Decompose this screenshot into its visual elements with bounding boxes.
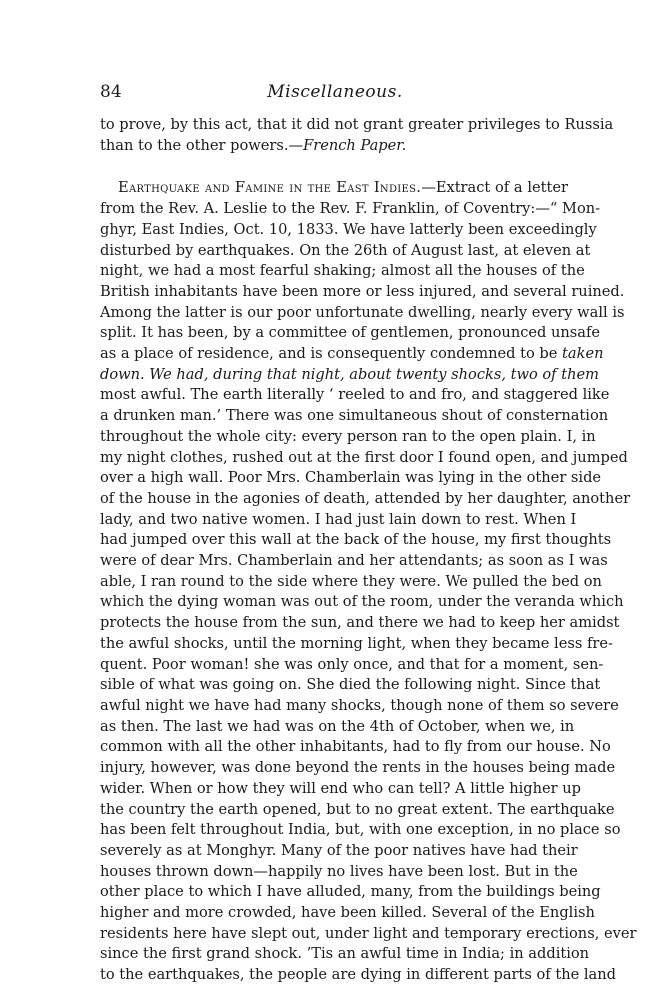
text-line: higher and more crowded, have been killed. Several of the English	[100, 904, 595, 922]
page-number: 84	[100, 82, 122, 102]
text-line: a drunken man.’ There was one simultaneous shout of consternation	[100, 407, 609, 425]
text-line: most awful. The earth literally ‘ reeled to and fro, and staggered like	[100, 386, 610, 404]
text-line: wider. When or how they will end who can tell? A little higher up	[100, 779, 582, 797]
text-line: the country the earth opened, but to no great extent. The earthquake	[100, 800, 615, 818]
text-line: Among the latter is our poor unfortunate dwelling, nearly every wall is	[100, 303, 625, 321]
text-line: able, I ran round to the side where they were. We pulled the bed on	[100, 572, 602, 590]
running-head: Miscellaneous.	[267, 82, 403, 102]
text-run: than to the other powers.—	[100, 136, 304, 154]
text-line: as then. The last we had was on the 4th of October, when we, in	[100, 717, 575, 735]
text-line: since the first grand shock. ’Tis an awful time in India; in addition	[100, 945, 590, 963]
text-line: to prove, by this act, that it did not grant greater privileges to Russia	[100, 116, 614, 133]
text-line: has been felt throughout India, but, with one exception, in no place so	[100, 821, 621, 839]
text-line: houses thrown down—happily no lives have been lost. But in the	[100, 862, 578, 880]
text-line: disturbed by earthquakes. On the 26th of August last, at eleven at	[100, 241, 591, 259]
text-line: over a high wall. Poor Mrs. Chamberlain was lying in the other side	[100, 469, 602, 487]
text-line	[100, 178, 568, 199]
text-line: quent. Poor woman! she was only once, and that for a moment, sen-	[100, 655, 604, 673]
text-line: throughout the whole city: every person ran to the open plain. I, in	[100, 427, 596, 445]
text-line: split. It has been, by a committee of gentlemen, pronounced unsafe	[100, 324, 601, 342]
text-line: my night clothes, rushed out at the first door I found open, and jumped	[100, 448, 628, 466]
text-line: severely as at Monghyr. Many of the poor natives have had their	[100, 841, 578, 859]
text-line: lady, and two native women. I had just lain down to rest. When I	[100, 510, 577, 528]
text-run: —Extract of a letter	[421, 179, 568, 197]
italic-run: down.	[100, 365, 150, 383]
section-heading: Earthquake and Famine in the East Indies.	[118, 179, 422, 197]
italic-run: We had, during that night, about twenty shocks, two of them	[149, 365, 599, 383]
text-line: were of dear Mrs. Chamberlain and her attendants; as soon as I was	[100, 552, 608, 570]
italic-run: taken	[562, 345, 604, 363]
paragraph-earthquake-famine	[100, 178, 637, 985]
text-line	[100, 365, 599, 386]
text-line: which the dying woman was out of the room, under the veranda which	[100, 593, 624, 611]
page-body	[100, 115, 637, 986]
paragraph-gap	[100, 156, 568, 178]
paragraph-french-paper	[100, 115, 614, 156]
text-line: other place to which I have alluded, many, from the buildings being	[100, 883, 601, 901]
source-citation: French Paper.	[303, 136, 407, 154]
text-line: of the house in the agonies of death, attended by her daughter, another	[100, 489, 631, 507]
text-run: as a place of residence, and is consequently condemned to be	[100, 345, 563, 363]
text-line: protects the house from the sun, and there we had to keep her amidst	[100, 614, 620, 632]
text-line	[100, 344, 604, 365]
text-line: ghyr, East Indies, Oct. 10, 1833. We have latterly been exceedingly	[100, 220, 597, 238]
text-line: to the earthquakes, the people are dying in different parts of the land	[100, 966, 616, 984]
page-header	[100, 82, 570, 104]
text-line: awful night we have had many shocks, though none of them so severe	[100, 696, 619, 714]
text-line: common with all the other inhabitants, had to fly from our house. No	[100, 738, 611, 756]
text-line: had jumped over this wall at the back of the house, my first thoughts	[100, 531, 612, 549]
text-line: from the Rev. A. Leslie to the Rev. F. Franklin, of Coventry:—“ Mon-	[100, 200, 601, 218]
text-line: residents here have slept out, under light and temporary erections, ever	[100, 924, 637, 942]
text-line	[100, 136, 568, 157]
text-line: sible of what was going on. She died the following night. Since that	[100, 676, 601, 694]
text-line: injury, however, was done beyond the rents in the houses being made	[100, 759, 616, 777]
text-line: British inhabitants have been more or less injured, and several ruined.	[100, 282, 625, 300]
text-line: the awful shocks, until the morning light, when they became less fre-	[100, 634, 613, 652]
text-line: night, we had a most fearful shaking; almost all the houses of the	[100, 262, 585, 280]
